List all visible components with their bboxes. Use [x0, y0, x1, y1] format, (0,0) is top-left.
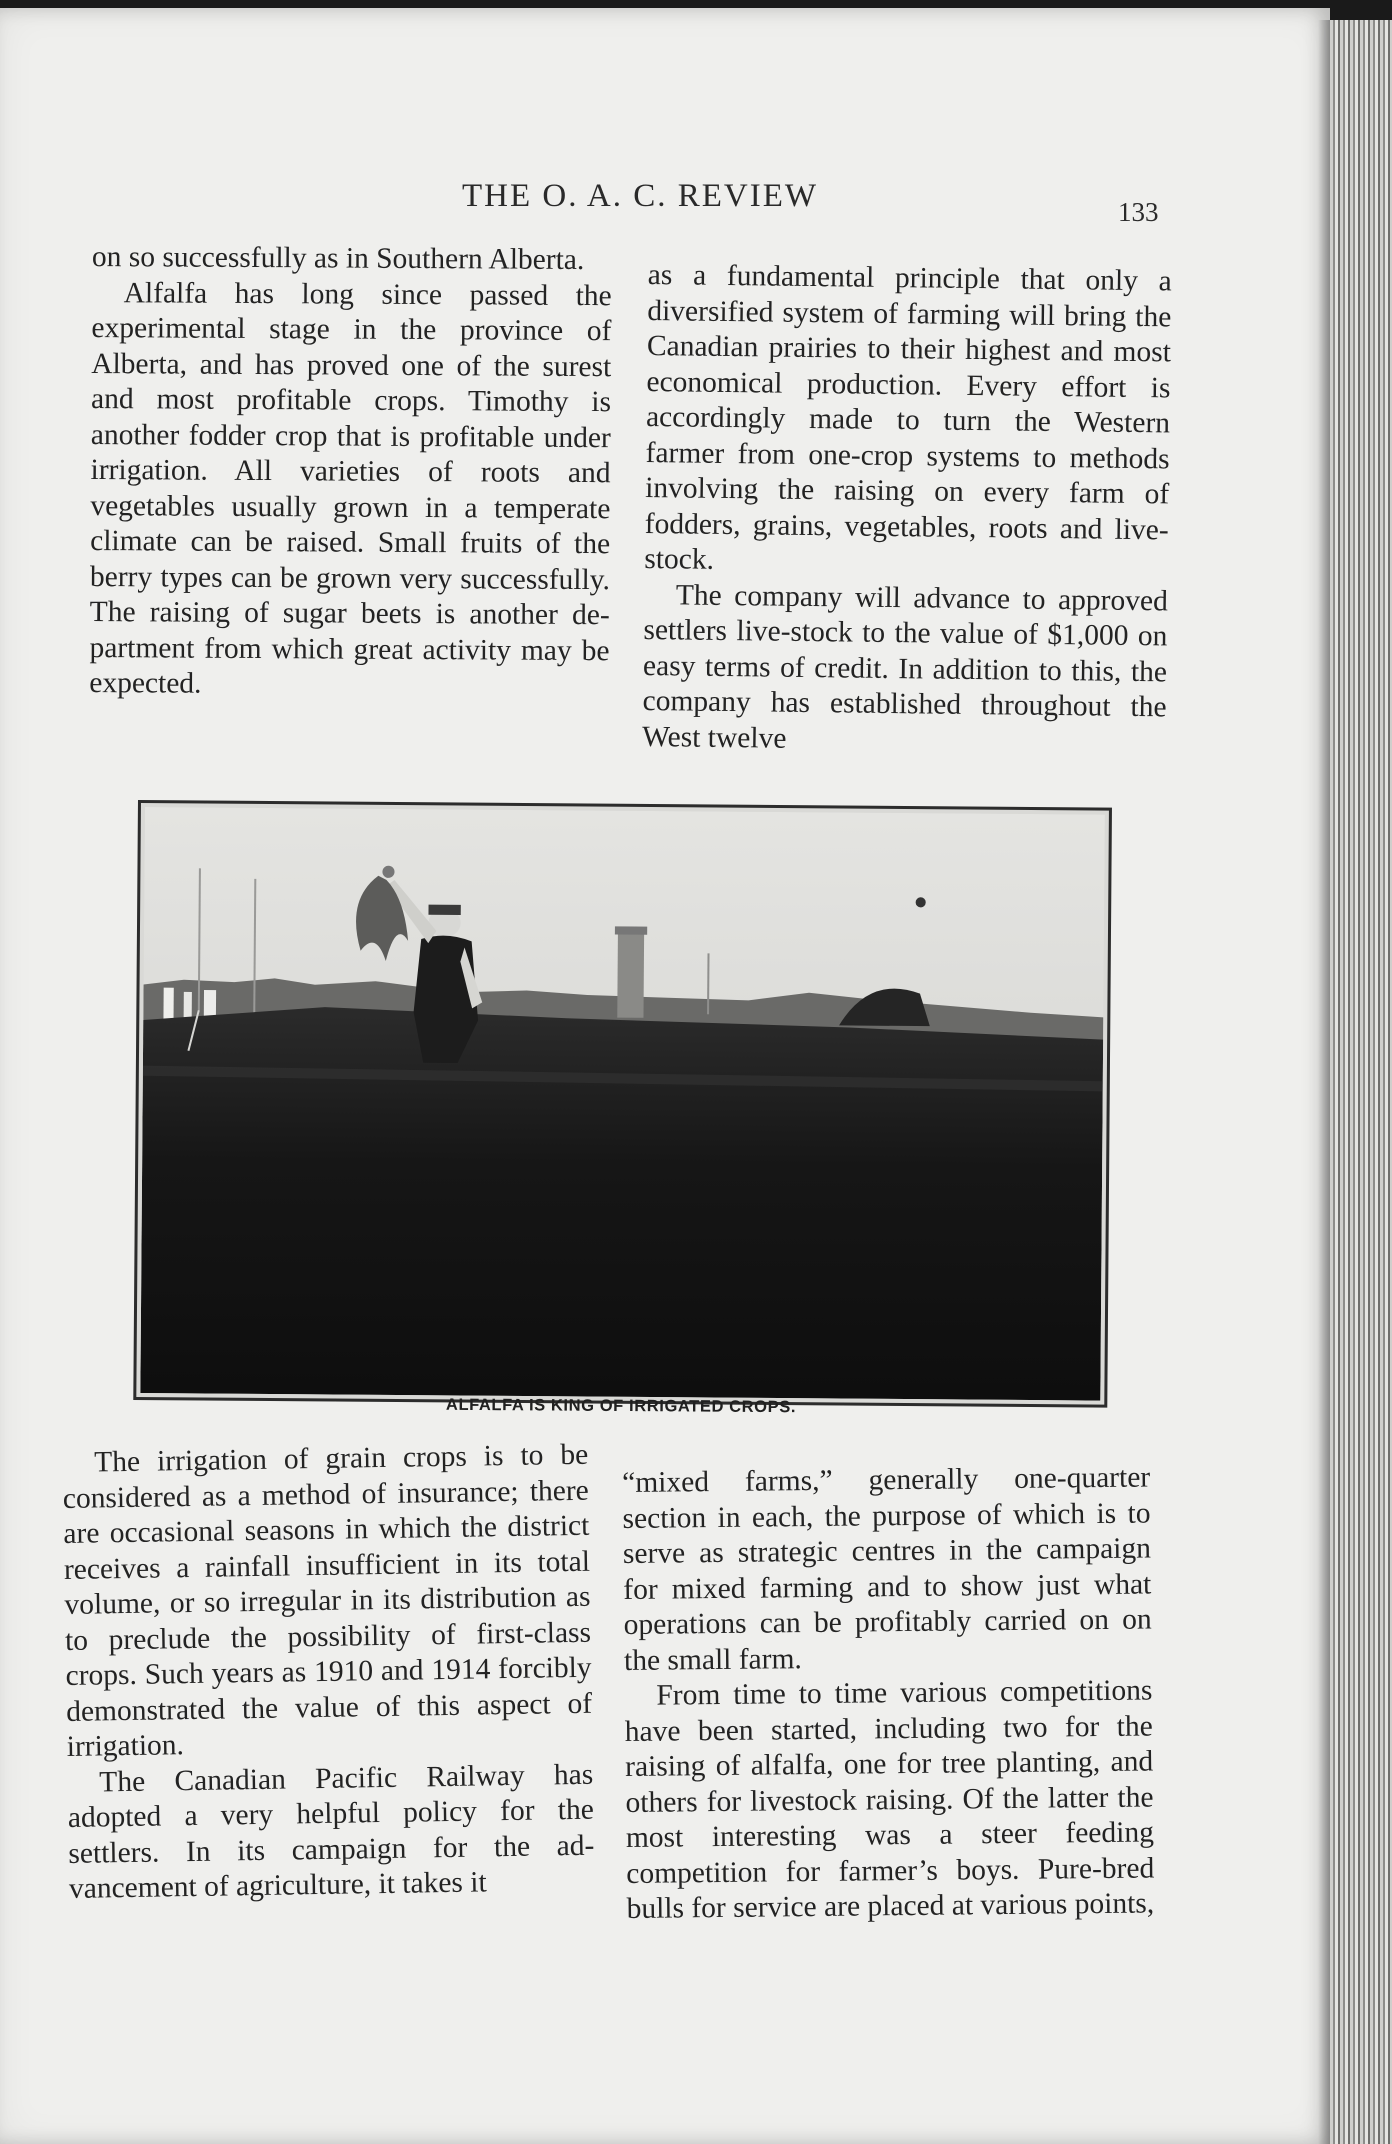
column-top-left — [89, 240, 612, 705]
column-bottom-left — [62, 1438, 595, 1908]
running-header: THE O. A. C. REVIEW — [461, 178, 819, 214]
paragraph: Alfalfa has long since passed the experimental stage in the province of Alberta, and has proved one of the surest and most profitable crops. Timothy is another fodder crop that is profitable under irrigation. All varieties of roots and vegetables usually grown in a temperate climate can be raised. Small fruits of the berry types can be grown very successfully. The raising of sugar beets is another department from which great activity may be expected. — [89, 276, 612, 700]
paragraph: From time to time various competitions have been started, including two for the raising of alfalfa, one for tree planting, and others for livestock raising. Of the latter the most interesting was a steer feeding competition for farmer’s boys. Pure-bred bulls for service are placed at various points, — [624, 1674, 1155, 1925]
paragraph: “mixed farms,” generally one-quarter section in each, the purpose of which is to serve as strategic centres in the campaign for mixed farming and to show just what operations can be profitably carried on on the small farm. — [622, 1461, 1152, 1677]
paragraph: The Canadian Pacific Railway has adopted a very helpful policy for the settlers. In its campaign for the advancement of agriculture, it takes it — [67, 1758, 595, 1905]
alfalfa-field-photo — [140, 807, 1105, 1401]
paragraph: on so successfully as in Southern Alberta. — [91, 240, 585, 277]
figure-caption: ALFALFA IS KING OF IRRIGATED CROPS. — [445, 1395, 797, 1417]
figure-photo — [133, 800, 1112, 1408]
paragraph: as a fundamental principle that only a diversified system of farming will bring the Canadian prairies to their highest and most economical production. Every effort is accordingly made to turn the Western farmer from one-crop systems to methods involving the raising on every farm of fodders, grains, vegetables, roots and live-stock. — [644, 258, 1172, 576]
column-bottom-right — [622, 1460, 1155, 1927]
page-edges — [1330, 20, 1392, 2144]
page-number: 133 — [1118, 197, 1159, 227]
paragraph: The irrigation of grain crops is to be considered as a method of insurance; there are occasional seasons in which the district receives a rainfall insufficient in its total volume, or so irregular in its distribution as to preclude the possibility of first-class crops. Such years as 1910 and 1914 forcibly demonstrated the value of this aspect of irrigation. — [62, 1438, 593, 1763]
paragraph: The company will advance to approved settlers live-stock to the value of $1,000 on easy terms of credit. In addition to this, the company has established throughout the West twelve — [641, 578, 1169, 755]
column-top-right — [642, 258, 1172, 761]
